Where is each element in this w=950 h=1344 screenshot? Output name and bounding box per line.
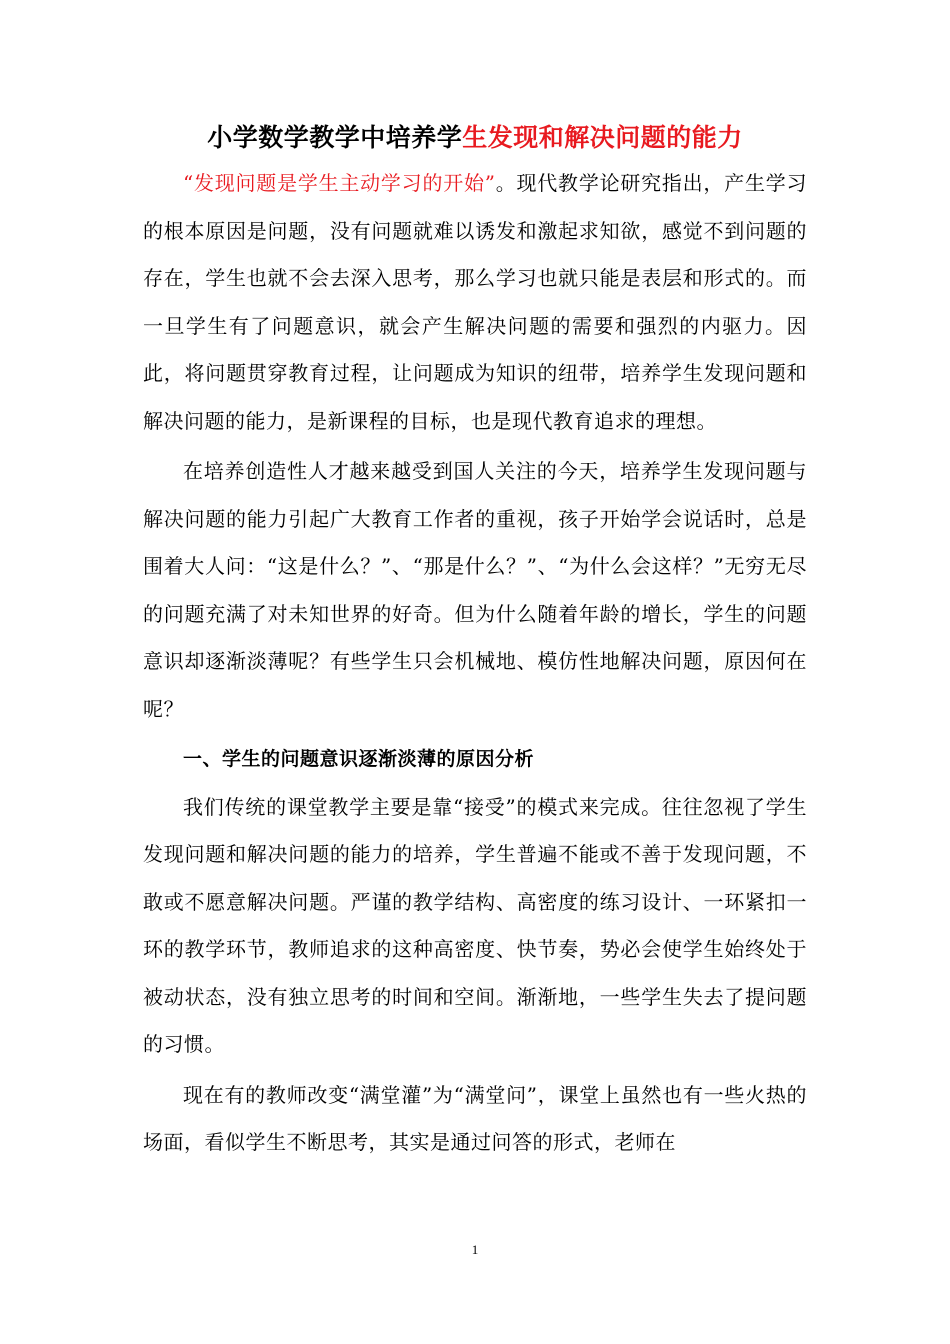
document-body: [143, 116, 807, 1167]
title-red-part: 生发现和解决问题的能力: [462, 123, 743, 152]
paragraph-1-text: 。现代教学论研究指出，产生学习的根本原因是问题，没有问题就难以诱发和激起求知欲，感觉不到问题的存在，学生也就不会去深入思考，那么学习也就只能是表层和形式的。而一旦学生有了问题意识，就会产生解决问题的需要和强烈的内驱力。因此，将问题贯穿教育过程，让问题成为知识的纽带，培养学生发现问题和解决问题的能力，是新课程的目标，也是现代教育追求的理想。: [143, 171, 808, 433]
paragraph-1: [143, 160, 807, 445]
page-number: 1: [471, 1242, 479, 1257]
paragraph-4: 现在有的教师改变“满堂灌”为“满堂问”，课堂上虽然也有一些火热的场面，看似学生不断思考，其实是通过问答的形式，老师在: [143, 1082, 807, 1154]
paragraph-1-quote: “发现问题是学生主动学习的开始”: [183, 171, 496, 195]
paragraph-2: 在培养创造性人才越来越受到国人关注的今天，培养学生发现问题与解决问题的能力引起广大教育工作者的重视，孩子开始学会说话时，总是围着大人问：“这是什么？”、“那是什么？”、“为什么会这样？”无穷无尽的问题充满了对未知世界的好奇。但为什么随着年龄的增长，学生的问题意识却逐渐淡薄呢？有些学生只会机械地、模仿性地解决问题，原因何在呢？: [143, 459, 807, 721]
section-heading-1: 一、学生的问题意识逐渐淡薄的原因分析: [183, 748, 535, 770]
title-black-part: 小学数学教学中培养学: [207, 123, 463, 152]
document-title: [143, 116, 807, 160]
paragraph-3: 我们传统的课堂教学主要是靠“接受”的模式来完成。往往忽视了学生发现问题和解决问题的能力的培养，学生普遍不能或不善于发现问题，不敢或不愿意解决问题。严谨的教学结构、高密度的练习设计、一环紧扣一环的教学环节，教师追求的这种高密度、快节奏，势必会使学生始终处于被动状态，没有独立思考的时间和空间。渐渐地，一些学生失去了提问题的习惯。: [143, 794, 807, 1056]
